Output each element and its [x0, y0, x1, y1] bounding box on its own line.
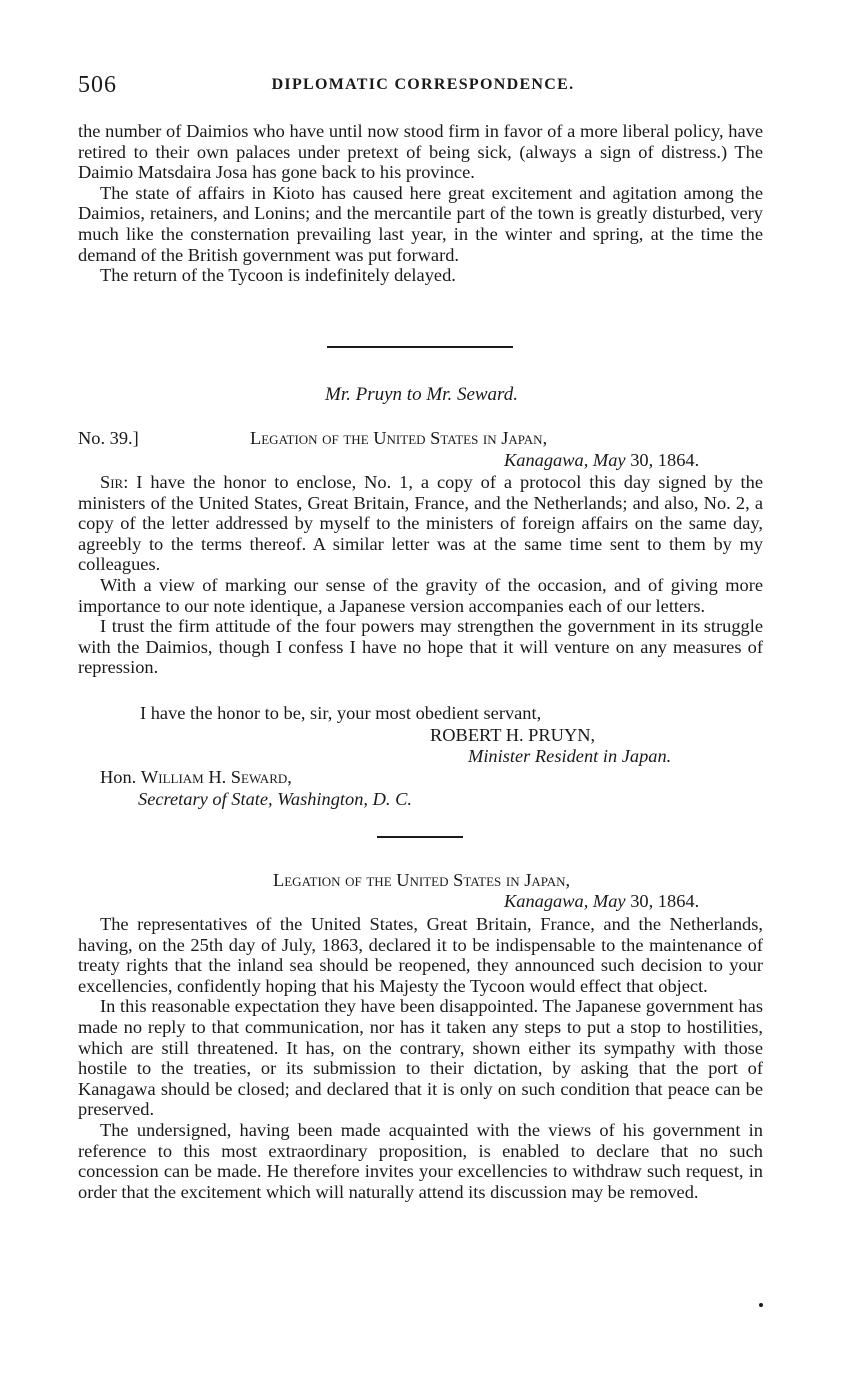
dateline-date: 30, 1864. [630, 450, 700, 470]
signer-title: Minister Resident in Japan. [468, 746, 672, 766]
letter-title: Mr. Pruyn to Mr. Seward. [325, 384, 518, 405]
section-divider [327, 346, 513, 348]
page-header [78, 72, 768, 102]
paragraph: I trust the firm attitude of the four powers may strengthen the government in its struggle with the Daimios, though I confess I have no hope that it will venture on any measures of repression. [78, 616, 763, 678]
paragraph [78, 472, 763, 575]
legation-heading [250, 428, 547, 449]
legation-suffix: United States in Japan, [373, 428, 548, 448]
dateline-month: May [592, 450, 626, 470]
salutation: Sir: [100, 472, 129, 492]
continued-text [78, 121, 763, 286]
addressee-fullname: William H. Seward, [140, 767, 292, 787]
page-number: 506 [78, 72, 117, 98]
dateline [504, 450, 699, 471]
signer-name: ROBERT H. PRUYN, [430, 725, 596, 745]
letter-body [78, 472, 763, 678]
dispatch-number: No. 39.] [78, 428, 139, 448]
paragraph: the number of Daimios who have until now stood firm in favor of a more liberal policy, have retired to their own palaces under pretext of being sick, (always a sign of distress.) The Daimio Matsdaira Josa has gone back to his province. [78, 121, 763, 183]
dateline-place: Kanagawa, [504, 450, 589, 470]
dateline [504, 891, 699, 912]
dateline-place: Kanagawa, [504, 891, 589, 911]
paragraph: The state of affairs in Kioto has caused here great excitement and agitation among the Daimios, retainers, and Lonins; and the mercantile part of the town is greatly disturbed, very much like the consternation prevailing last year, in the winter and spring, at the time the demand of the British government was put forward. [78, 182, 763, 265]
paragraph: The return of the Tycoon is indefinitely delayed. [100, 265, 456, 286]
section-divider [377, 836, 463, 838]
ink-speck [759, 1303, 763, 1307]
legation-heading: Legation of the United States in Japan, [273, 870, 571, 890]
closing-line: I have the honor to be, sir, your most obedient servant, [140, 703, 542, 723]
legation-prefix: Legation of the [250, 428, 369, 448]
paragraph: The representatives of the United States, Great Britain, France, and the Netherlands, having, on the 25th day of July, 1863, declared it to be indispensable to the maintenance of treaty rights that the inland sea should be reopened, they announced such decision to your excellencies, confidently hoping that his Majesty the Tycoon would effect that object. [78, 914, 763, 996]
paragraph: The undersigned, having been made acquainted with the views of his government in reference to this most extraordinary proposition, is enabled to declare that no such concession can be made. He therefore invites your excellencies to withdraw such request, in order that the excitement which will naturally attend its discussion may be removed. [78, 1119, 763, 1202]
addressee-title: Secretary of State, Washington, D. C. [138, 789, 412, 809]
addressee-name [100, 767, 292, 788]
enclosure-body [78, 914, 763, 1202]
dateline-date: 30, 1864. [630, 891, 700, 911]
dateline-month: May [592, 891, 626, 911]
paragraph: With a view of marking our sense of the gravity of the occasion, and of giving more importance to our note identique, a Japanese version accompanies each of our letters. [78, 574, 763, 616]
addressee-prefix: Hon. [100, 767, 137, 787]
paragraph: In this reasonable expectation they have been disappointed. The Japanese government has made no reply to that communication, nor has it taken any steps to put a stop to hostilities, which are still threatened. It has, on the contrary, shown either its sympathy with those hostile to the treaties, or its submission to their dictation, by asking that the port of Kanagawa should be closed; and declared that it is only on such condition that peace can be preserved. [78, 996, 763, 1120]
paragraph-text: I have the honor to enclose, No. 1, a copy of a protocol this day signed by the ministers of the United States, Great Britain, France, and the Netherlands; and also, No. 2, a copy of the letter addressed by myself to the ministers of foreign affairs on the same day, agreebly to the terms thereof. A similar letter was at the same time sent to them by my colleagues. [78, 472, 763, 575]
running-title: DIPLOMATIC CORRESPONDENCE. [271, 76, 575, 93]
